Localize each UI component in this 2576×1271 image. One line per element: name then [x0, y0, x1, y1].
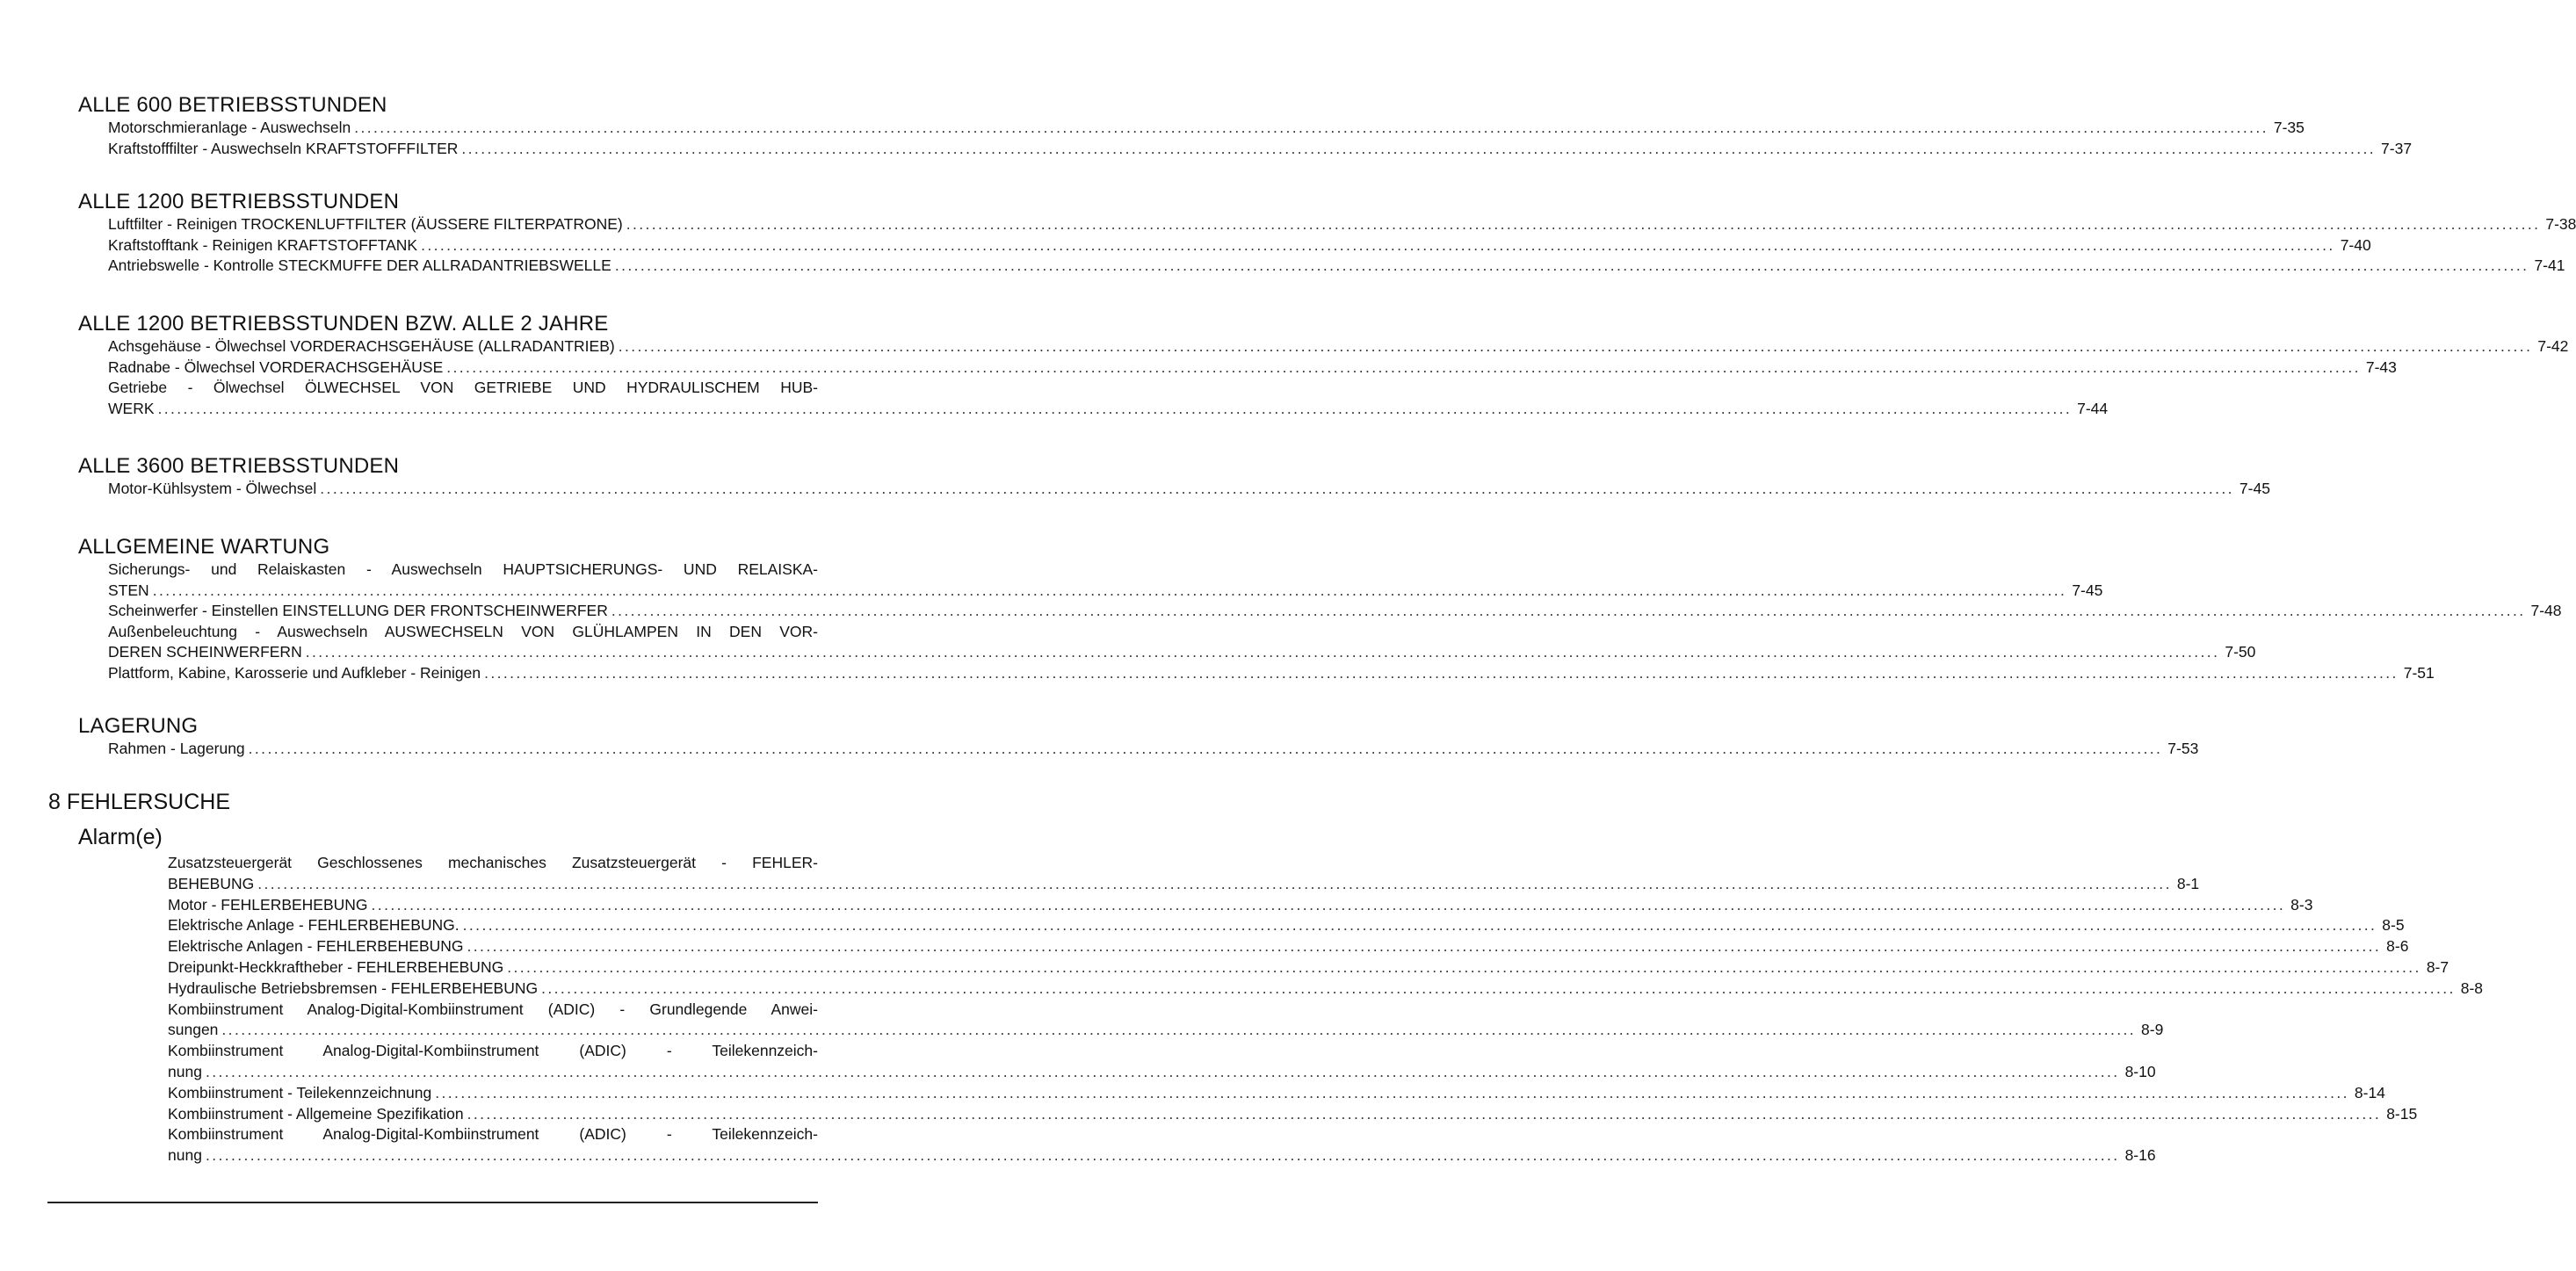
dot-leader: ............................................................................................................................................................................................................................................................................................................: [421, 235, 2335, 254]
entry-title-line: Getriebe - Ölwechsel ÖLWECHSEL VON GETRIEBE UND HYDRAULISCHEM HUB-: [108, 379, 818, 396]
section-title: ALLE 3600 BETRIEBSSTUNDEN: [78, 454, 400, 478]
dot-leader: ............................................................................................................................................................................................................................................................................................................: [461, 139, 2377, 157]
dot-leader: ............................................................................................................................................................................................................................................................................................................: [257, 874, 2172, 892]
dot-leader: ............................................................................................................................................................................................................................................................................................................: [467, 1104, 2382, 1123]
entry-title: Motorschmieranlage - Auswechseln: [108, 119, 351, 136]
entry-title: Radnabe - Ölwechsel VORDERACHSGEHÄUSE: [108, 357, 444, 376]
entry-title: Antriebswelle - Kontrolle STECKMUFFE DER ALLRADANTRIEBSWELLE: [108, 256, 611, 274]
entry-page: 8-6: [2386, 937, 2409, 956]
dot-leader: ............................................................................................................................................................................................................................................................................................................: [205, 1062, 2120, 1080]
toc-section: [78, 535, 2562, 683]
entry-page: 7-40: [2340, 235, 2371, 254]
entry-title: Dreipunkt-Heckkraftheber - FEHLERBEHEBUNG: [168, 957, 504, 976]
entry-title: BEHEBUNG: [168, 874, 255, 892]
dot-leader: ............................................................................................................................................................................................................................................................................................................: [626, 215, 2541, 233]
entry-title: STEN: [108, 581, 149, 599]
section-title: ALLE 1200 BETRIEBSSTUNDEN BZW. ALLE 2 JAHRE: [78, 312, 609, 336]
chapter-title: 8 FEHLERSUCHE: [48, 790, 230, 814]
entry-title: Elektrische Anlagen - FEHLERBEHEBUNG: [168, 937, 464, 956]
entry-page: 8-8: [2460, 979, 2484, 997]
dot-leader: ............................................................................................................................................................................................................................................................................................................: [320, 480, 2234, 497]
entry-title: Kombiinstrument - Teilekennzeichnung: [168, 1083, 432, 1101]
dot-leader: ............................................................................................................................................................................................................................................................................................................: [446, 357, 2361, 376]
entry-page: 7-45: [2239, 480, 2270, 497]
toc-section: [78, 93, 2413, 159]
entry-page: 7-44: [2077, 399, 2109, 417]
toc-entry[interactable]: [168, 957, 2449, 979]
toc-entry[interactable]: [168, 853, 2200, 895]
entry-page: 8-9: [2141, 1021, 2164, 1039]
entry-title: Rahmen - Lagerung: [108, 740, 245, 757]
entry-page: 8-1: [2176, 874, 2200, 892]
toc-entry[interactable]: [108, 357, 2397, 379]
entry-page: 8-16: [2124, 1146, 2156, 1165]
entry-page: 7-38: [2545, 215, 2576, 233]
entry-title: Motor-Kühlsystem - Ölwechsel: [108, 480, 317, 497]
entry-page: 7-37: [2381, 139, 2413, 157]
toc-entry[interactable]: [168, 915, 2405, 936]
entry-title-line: Außenbeleuchtung - Auswechseln AUSWECHSELN VON GLÜHLAMPEN IN DEN VOR-: [108, 622, 818, 640]
entry-title-line: Kombiinstrument Analog-Digital-Kombiinstrument (ADIC) - Teilekennzeich-: [168, 1125, 818, 1144]
section-title: ALLGEMEINE WARTUNG: [78, 535, 330, 559]
toc-entry[interactable]: [108, 139, 2413, 160]
entry-title-line: Zusatzsteuergerät Geschlossenes mechanisches Zusatzsteuergerät - FEHLER-: [168, 854, 818, 871]
entry-page: 8-10: [2124, 1062, 2156, 1080]
dot-leader: ............................................................................................................................................................................................................................................................................................................: [157, 399, 2073, 417]
section-title: ALLE 600 BETRIEBSSTUNDEN: [78, 93, 387, 117]
toc-entry[interactable]: [168, 1041, 2156, 1083]
toc-entry[interactable]: [168, 1124, 2156, 1166]
toc-entry[interactable]: [168, 979, 2484, 1000]
entry-title: Plattform, Kabine, Karosserie und Aufkleber - Reinigen: [108, 663, 481, 682]
dot-leader: ............................................................................................................................................................................................................................................................................................................: [248, 740, 2163, 757]
entry-page: 7-48: [2530, 602, 2562, 619]
entry-title: nung: [168, 1146, 202, 1165]
section-title: ALLE 1200 BETRIEBSSTUNDEN: [78, 190, 400, 213]
dot-leader: ............................................................................................................................................................................................................................................................................................................: [152, 581, 2067, 599]
entry-page: 8-14: [2354, 1083, 2385, 1101]
toc-entry[interactable]: [108, 235, 2371, 256]
entry-title: Kraftstofftank - Reinigen KRAFTSTOFFTANK: [108, 235, 418, 254]
entry-page: 7-35: [2273, 119, 2305, 136]
toc-entry[interactable]: [168, 1083, 2385, 1104]
entry-title: DEREN SCHEINWERFERN: [108, 643, 302, 661]
entry-title: Hydraulische Betriebsbremsen - FEHLERBEHEBUNG: [168, 979, 539, 997]
entry-page: 7-43: [2365, 357, 2397, 376]
entry-page: 8-3: [2290, 895, 2313, 914]
entry-title-line: Sicherungs- und Relaiskasten - Auswechseln HAUPTSICHERUNGS- UND RELAISKA-: [108, 560, 818, 578]
dot-leader: ............................................................................................................................................................................................................................................................................................................: [618, 337, 2533, 355]
toc-entry[interactable]: [108, 378, 2109, 419]
entry-page: 8-15: [2386, 1104, 2418, 1123]
dot-leader: ............................................................................................................................................................................................................................................................................................................: [205, 1146, 2120, 1165]
toc-entry[interactable]: [168, 1104, 2418, 1125]
dot-leader: ............................................................................................................................................................................................................................................................................................................: [484, 663, 2399, 682]
entry-title: Achsgehäuse - Ölwechsel VORDERACHSGEHÄUSE (ALLRADANTRIEB): [108, 337, 615, 355]
entry-title-line: Kombiinstrument Analog-Digital-Kombiinstrument (ADIC) - Teilekennzeich-: [168, 1042, 818, 1060]
dot-leader: ............................................................................................................................................................................................................................................................................................................: [435, 1083, 2349, 1101]
toc-section: [78, 454, 2270, 500]
entry-title: Kombiinstrument - Allgemeine Spezifikation: [168, 1104, 464, 1123]
dot-leader: ............................................................................................................................................................................................................................................................................................................: [371, 895, 2286, 914]
entry-page: 7-42: [2537, 337, 2569, 355]
dot-leader: ............................................................................................................................................................................................................................................................................................................: [467, 937, 2382, 956]
toc-section: [78, 190, 2576, 277]
toc-entry[interactable]: [108, 560, 2103, 601]
entry-page: 7-51: [2403, 663, 2435, 682]
toc-entry[interactable]: [168, 936, 2409, 957]
toc-entry[interactable]: [108, 214, 2576, 235]
toc-entry[interactable]: [108, 663, 2435, 684]
subsection-title: Alarm(e): [78, 825, 163, 849]
toc-entry[interactable]: [108, 118, 2305, 139]
dot-leader: ............................................................................................................................................................................................................................................................................................................: [354, 119, 2268, 136]
toc-entry[interactable]: [108, 601, 2562, 622]
toc-entry[interactable]: [168, 1000, 2164, 1042]
toc-entry[interactable]: [108, 256, 2565, 277]
entry-page: 8-7: [2426, 957, 2449, 976]
entry-page: 7-45: [2072, 581, 2103, 599]
dot-leader: ............................................................................................................................................................................................................................................................................................................: [221, 1021, 2137, 1039]
toc-section: [78, 312, 2569, 419]
bottom-rule: [47, 1202, 818, 1203]
toc-entry[interactable]: [108, 336, 2569, 357]
entry-page: 7-41: [2534, 256, 2565, 274]
dot-leader: ............................................................................................................................................................................................................................................................................................................: [611, 602, 2526, 619]
dot-leader: ............................................................................................................................................................................................................................................................................................................: [305, 643, 2220, 661]
entry-title: sungen: [168, 1021, 219, 1039]
section-title: LAGERUNG: [78, 714, 199, 738]
toc-entry[interactable]: [168, 895, 2313, 916]
entry-title: Kraftstofffilter - Auswechseln KRAFTSTOFFFILTER: [108, 139, 459, 157]
entry-title: Motor - FEHLERBEHEBUNG: [168, 895, 368, 914]
toc-entry[interactable]: [108, 739, 2199, 760]
entry-title: Elektrische Anlage - FEHLERBEHEBUNG.: [168, 916, 459, 935]
entry-title: nung: [168, 1062, 202, 1080]
toc-entry[interactable]: [108, 622, 2256, 663]
dot-leader: ............................................................................................................................................................................................................................................................................................................: [614, 256, 2529, 274]
alarm-entries: [168, 853, 2484, 1166]
dot-leader: ............................................................................................................................................................................................................................................................................................................: [507, 957, 2421, 976]
entry-title-line: Kombiinstrument Analog-Digital-Kombiinstrument (ADIC) - Grundlegende Anwei-: [168, 1000, 818, 1018]
entry-title: Luftfilter - Reinigen TROCKENLUFTFILTER (ÄUSSERE FILTERPATRONE): [108, 215, 623, 233]
entry-page: 7-53: [2167, 740, 2199, 757]
toc-section: [78, 714, 2199, 760]
entry-title: WERK: [108, 399, 155, 417]
entry-page: 7-50: [2225, 643, 2256, 661]
toc-entry[interactable]: [108, 479, 2270, 500]
dot-leader: ............................................................................................................................................................................................................................................................................................................: [462, 916, 2377, 935]
entry-title: Scheinwerfer - Einstellen EINSTELLUNG DER FRONTSCHEINWERFER: [108, 602, 608, 619]
dot-leader: ............................................................................................................................................................................................................................................................................................................: [541, 979, 2456, 997]
entry-page: 8-5: [2382, 916, 2405, 935]
